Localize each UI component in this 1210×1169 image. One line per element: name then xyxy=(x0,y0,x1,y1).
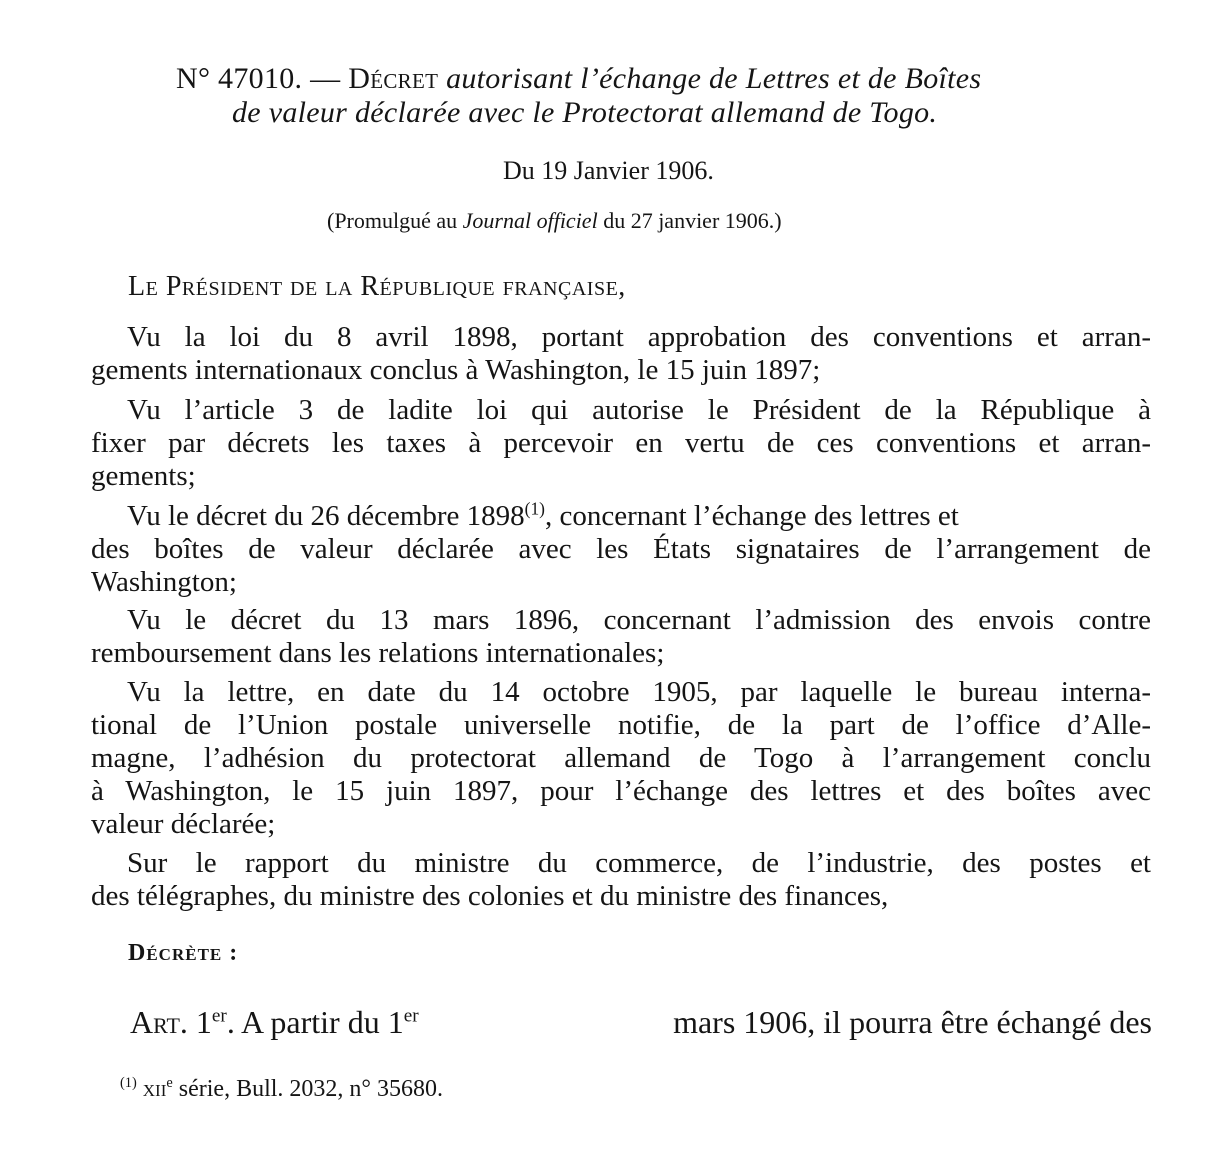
promulgation-before: (Promulgué au xyxy=(327,208,458,233)
considerant-line: Vu la loi du 8 avril 1898, portant approbation des conventions et arran- xyxy=(127,321,1151,353)
considerant-line: gements internationaux conclus à Washington, le 15 juin 1897; xyxy=(91,354,821,386)
footnote-ref: (1) xyxy=(524,498,545,519)
decree-date: Du 19 Janvier 1906. xyxy=(503,156,714,185)
considerant-line: valeur déclarée; xyxy=(91,808,276,840)
considerant-line: Vu la lettre, en date du 14 octobre 1905, par laquelle le bureau interna- xyxy=(127,676,1151,708)
decrete-heading: Décrète : xyxy=(128,940,239,966)
decree-type-word: Décret xyxy=(348,62,439,95)
considerant-line: gements; xyxy=(91,460,196,492)
decree-number: N° 47010. — xyxy=(176,62,341,95)
article-label: Art. 1 xyxy=(130,1004,212,1040)
considerant-line: des télégraphes, du ministre des colonies et du ministre des finances, xyxy=(91,880,889,912)
promulgation-note xyxy=(327,208,782,234)
promulgation-after: du 27 janvier 1906.) xyxy=(603,208,782,233)
article-1-line xyxy=(130,1004,1152,1041)
considerant-line: à Washington, le 15 juin 1897, pour l’échange des lettres et des boîtes avec xyxy=(91,775,1151,807)
considerant-line: tional de l’Union postale universelle notifie, de la part de l’office d’Alle- xyxy=(91,709,1151,741)
considerant-line: des boîtes de valeur déclarée avec les États signataires de l’arrangement de xyxy=(91,533,1151,565)
article-text: mars 1906, il pourra être échangé des xyxy=(673,1004,1152,1040)
considerant-decret-1898: Vu le décret du 26 décembre 1898$^{(1)}$, concernant l’échange des lettres et xyxy=(127,498,959,532)
decree-title-line2: de valeur déclarée avec le Protectorat allemand de Togo. xyxy=(232,96,938,129)
considerant-line: Sur le rapport du ministre du commerce, de l’industrie, des postes et xyxy=(127,847,1151,879)
decree-title-line1 xyxy=(176,62,981,96)
journal-title: Journal officiel xyxy=(462,208,598,233)
decree-title-rest: autorisant l’échange de Lettres et de Boîtes xyxy=(446,62,982,95)
considerant-line: Washington; xyxy=(91,566,237,598)
considerant-line: remboursement dans les relations internationales; xyxy=(91,637,665,669)
article-1-content: Art. 1er. A partir du 1er mars 1906, il pourra être échangé des xyxy=(130,1004,1152,1040)
president-heading: Le Président de la République française, xyxy=(128,271,626,302)
considerant-line: fixer par décrets les taxes à percevoir en vertu de ces conventions et arran- xyxy=(91,427,1151,459)
footnote-marker: (1) xyxy=(120,1075,137,1091)
considerant-line: Vu le décret du 13 mars 1896, concernant l’admission des envois contre xyxy=(127,604,1151,636)
considerant-line: magne, l’adhésion du protectorat allemand de Togo à l’arrangement conclu xyxy=(91,742,1151,774)
considerant-line: Vu l’article 3 de ladite loi qui autorise le Président de la République à xyxy=(127,394,1151,426)
footnote: $^{(1)}$ xii$^e$ série, Bull. 2032, n° 35680. xyxy=(120,1075,444,1102)
considerant-line-with-note xyxy=(127,500,1151,533)
